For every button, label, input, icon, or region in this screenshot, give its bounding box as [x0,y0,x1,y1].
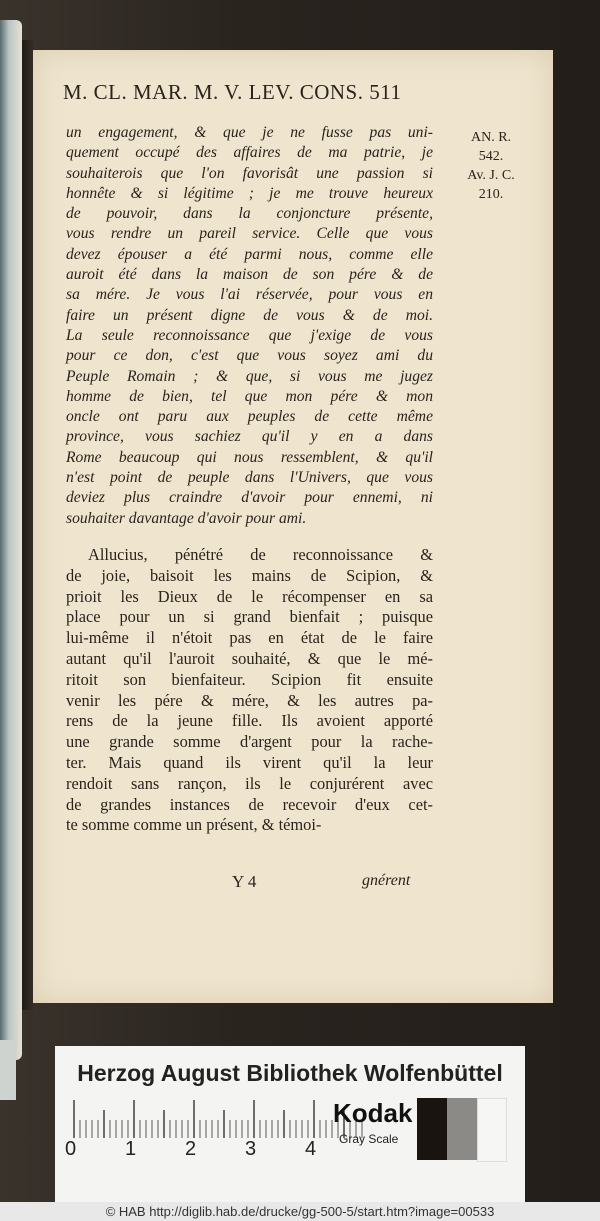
text-line: province, vous sachiez qu'il y en a dans [66,428,433,446]
gray-scale-label: Gray Scale [339,1132,399,1146]
text-line: prioit les Dieux de le récompenser en sa [66,586,433,606]
copyright-footer: © HAB http://diglib.hab.de/drucke/gg-500-5/start.htm?image=00533 [0,1202,600,1221]
text-line: venir les pére & mére, & les autres pa- [66,690,433,710]
text-line: un engagement, & que je ne fusse pas uni- [66,124,433,141]
ruler-number: 2 [185,1138,197,1160]
margin-note-line: Av. J. C. [467,168,515,183]
text-line: homme de bien, tel que mon pére & mon [66,387,433,405]
ruler-number: 4 [305,1138,317,1160]
ruler-number: 1 [125,1138,137,1160]
text-line: Rome beaucoup qui nous ressemblent, & qu'il [66,448,433,466]
signature-mark: Y 4 [232,872,257,891]
margin-note-line: 210. [478,187,504,202]
swatch-black [417,1098,447,1160]
text-line: de pouvoir, dans la conjoncture présente, [66,205,433,223]
text-line: une grande somme d'argent pour la rache- [66,732,433,752]
text-line: faire un présent digne de vous & de moi. [66,306,433,324]
text-line: ritoit son bienfaiteur. Scipion fit ensuite [66,669,433,689]
text-line: n'est point de peuple dans l'Univers, que vous [66,469,433,487]
ruler-number: 3 [245,1138,257,1160]
catchword: gnérent [362,872,411,889]
text-line: Allucius, pénétré de reconnoissance & [88,545,433,564]
color-scale-card [55,1046,525,1204]
margin-note-line: 542. [478,149,504,164]
text-line: te somme comme un présent, & témoi- [66,815,322,835]
roman-paragraph [66,545,433,836]
text-line: deviez plus craindre d'avoir pour ennemi, ni [66,489,433,507]
margin-note-line: AN. R. [470,130,512,145]
text-line: autant qu'il l'auroit souhaité, & que le mé- [66,648,433,668]
text-line: rens de la jeune fille. Ils avoient apporté [66,711,433,731]
text-line: auroit été dans la maison de son pére & de [66,266,433,284]
text-line: souhaiterois que l'on favorisât une passion si [66,164,433,182]
text-line: devez épouser a été parmi nous, comme elle [66,245,433,263]
swatch-white [477,1098,507,1162]
library-title: Herzog August Bibliothek Wolfenbüttel [77,1060,503,1086]
running-head: M. CL. MAR. M. V. LEV. CONS. 511 [63,80,402,104]
text-line: La seule reconnoissance que j'exige de vous [66,326,433,344]
ruler-numbers [65,1138,375,1168]
text-line: ter. Mais quand ils virent qu'il la leur [66,752,433,772]
text-line: quement occupé des affaires de ma patrie, je [66,144,433,162]
text-line: vous rendre un pareil service. Celle que vous [66,225,433,243]
italic-speech-block [66,123,433,529]
text-line: de joie, baisoit les mains de Scipion, & [66,565,433,585]
text-line: souhaiter davantage d'avoir pour ami. [66,509,307,527]
text-line: pour ce don, c'est que vous soyez ami du [66,347,433,365]
text-line: lui-même il n'étoit pas en état de le faire [66,628,433,648]
facing-page-edge-lower [0,1040,16,1100]
text-line: de grandes instances de recevoir d'eux cet- [66,794,433,814]
text-line: Peuple Romain ; & que, si vous me jugez [66,367,433,385]
text-line: honnête & si légitime ; je me trouve heureux [66,184,433,202]
ruler [72,1098,372,1138]
swatch-gray [447,1098,477,1160]
text-line: sa mére. Je vous l'ai réservée, pour vous en [66,286,433,304]
facing-page-edge [0,20,22,1060]
ruler-number: 0 [65,1138,77,1160]
margin-note [446,128,536,204]
text-line: place pour un si grand bienfait ; puisque [66,607,433,627]
text-line: oncle ont paru aux peuples de cette même [66,408,433,426]
text-line: rendoit sans rançon, ils le conjurérent avec [66,773,433,793]
kodak-logo: Kodak [333,1098,413,1128]
